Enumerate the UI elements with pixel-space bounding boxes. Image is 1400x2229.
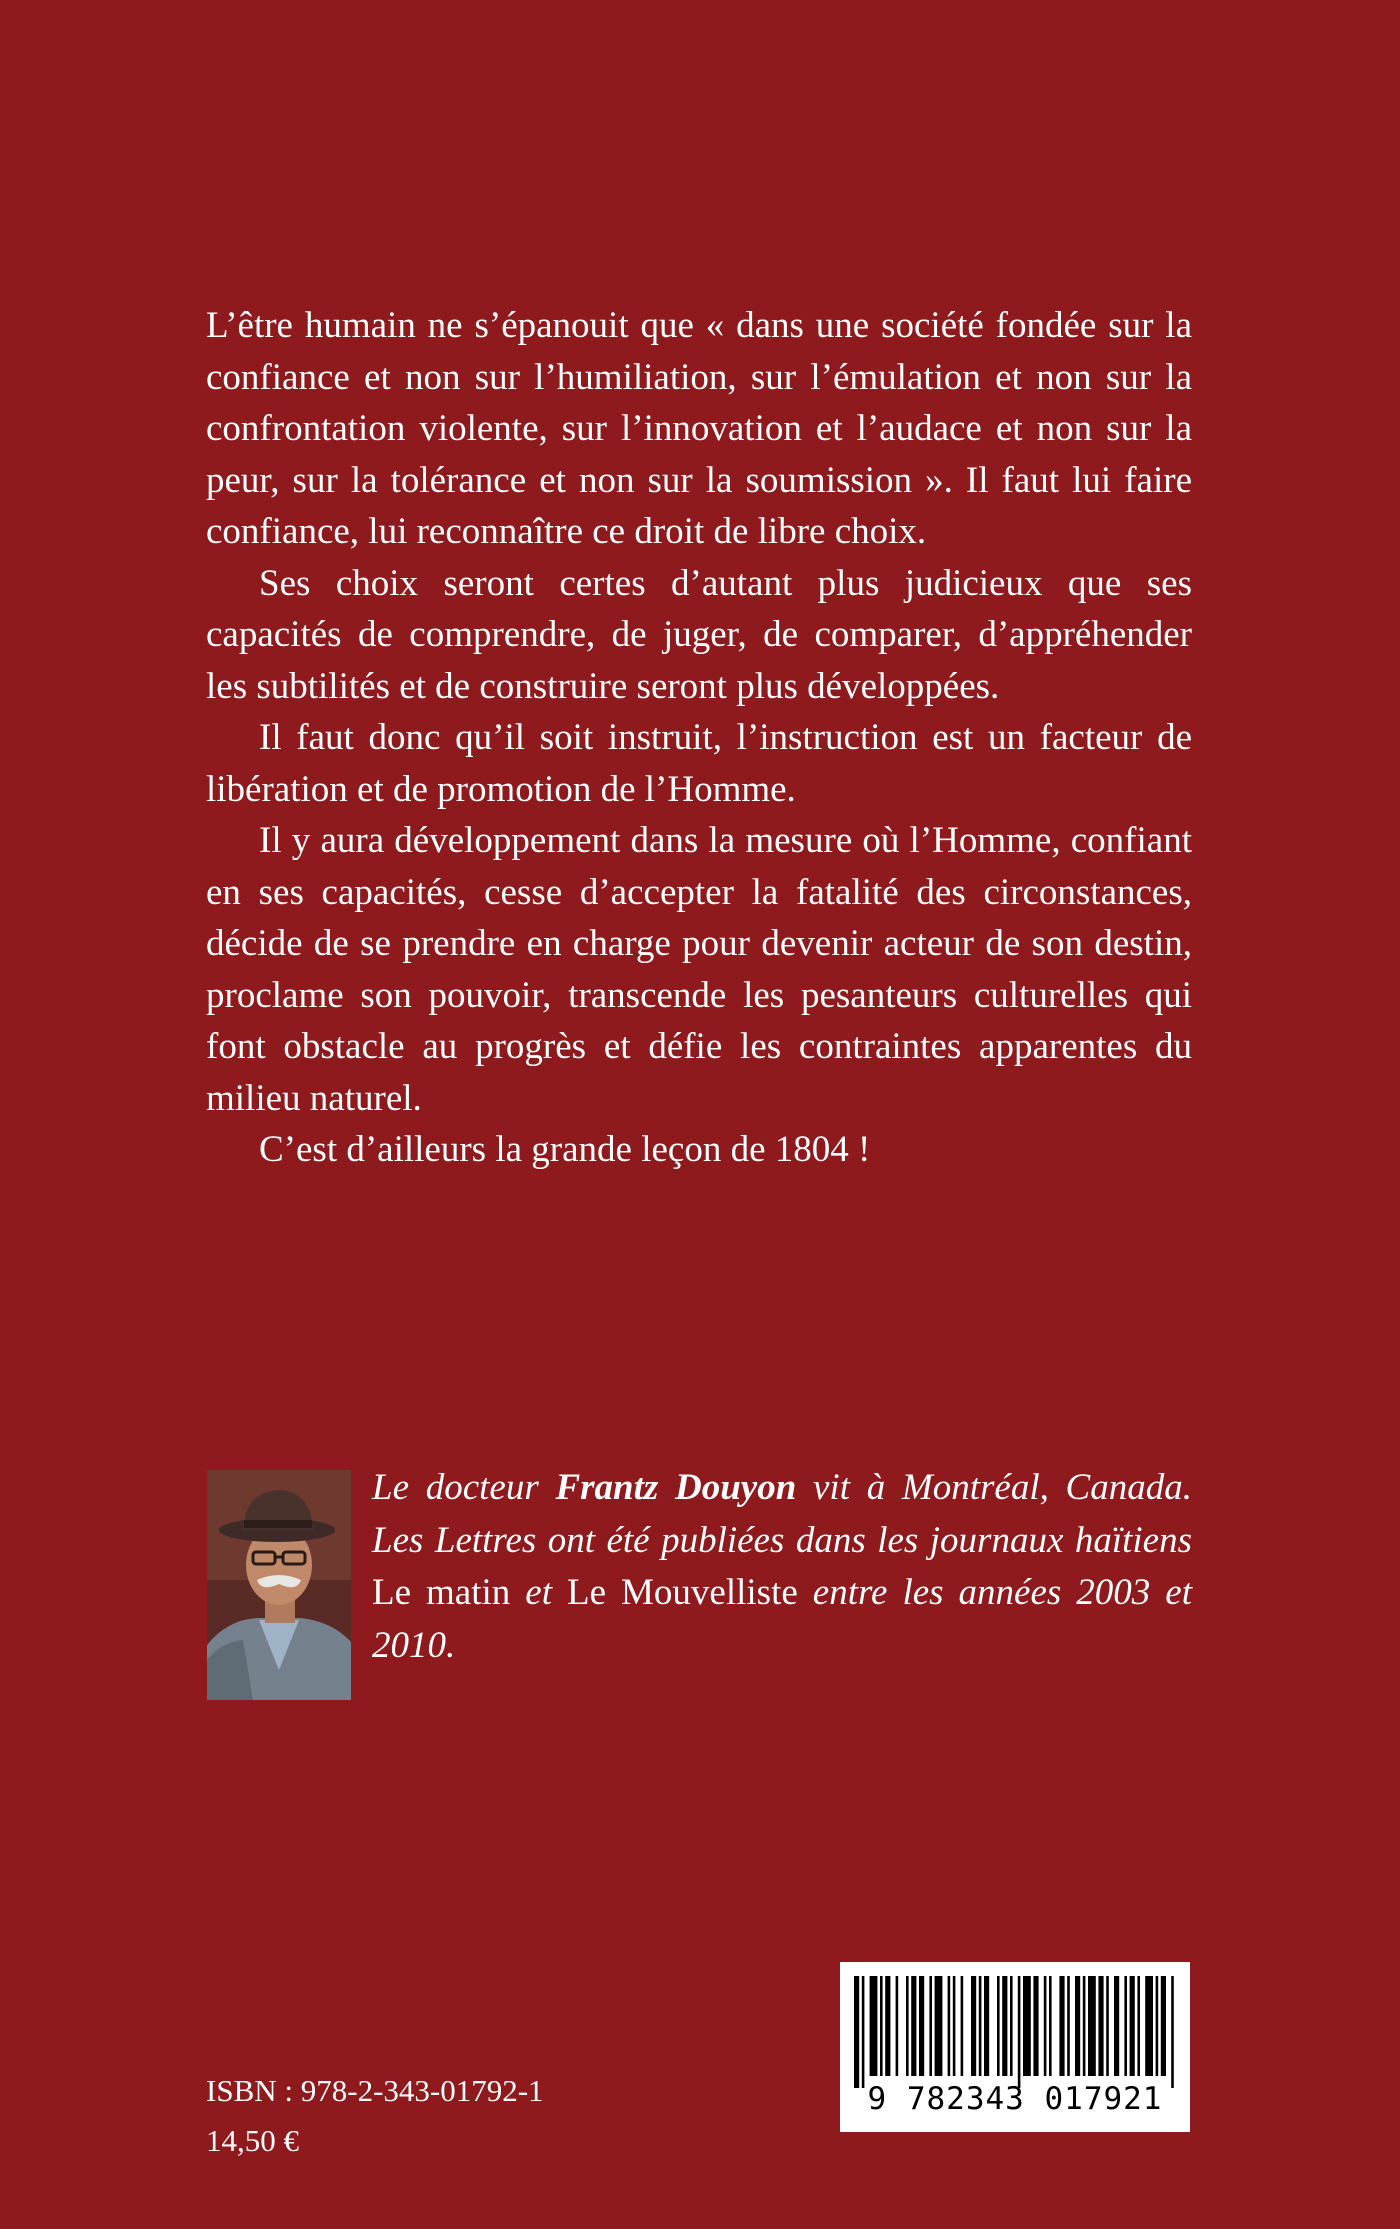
barcode-bar xyxy=(1161,1976,1166,2076)
barcode-bar xyxy=(961,1976,964,2076)
bio-text-1: Le docteur xyxy=(372,1467,556,1508)
barcode-bar xyxy=(929,1976,932,2076)
barcode-bar xyxy=(953,1976,956,2076)
barcode-bar xyxy=(1171,1976,1174,2088)
barcode-bar xyxy=(1088,1976,1096,2076)
barcode-bar xyxy=(854,1976,859,2088)
isbn-number: ISBN : 978-2-343-01792-1 xyxy=(206,2073,544,2108)
bio-text-4: entre les années 2003 et 2010. xyxy=(372,1572,1192,1666)
blurb-paragraph-2: Ses choix seront certes d’autant plus judicieux que ses capacités de comprendre, de juger, de comparer, d’appréhender les subtilités et de construire seront plus développées. xyxy=(206,562,1192,707)
barcode-bar xyxy=(1106,1976,1109,2076)
barcode-bar xyxy=(1075,1976,1080,2076)
isbn-price-block xyxy=(206,2066,544,2166)
barcode-bar xyxy=(1059,1976,1064,2076)
bio-text-3: et xyxy=(510,1572,567,1613)
barcode-bar xyxy=(935,1976,943,2076)
blurb-paragraph-1: L’être humain ne s’épanouit que « dans une société fondée sur la confiance et non sur l’humiliation, sur l’émulation et non sur la confrontation violente, sur l’innovation et l’audace et non sur la peur, sur la tolérance et non sur la soumission ». Il faut lui faire confiance, lui reconnaître ce droit de libre choix. xyxy=(206,305,1192,552)
bio-text-2: vit à Montréal, Canada. Les Lettres ont été publiées dans les journaux haïtiens xyxy=(372,1467,1192,1561)
author-bio xyxy=(372,1462,1192,1672)
barcode-bar xyxy=(919,1976,924,2076)
barcode-bar xyxy=(1130,1976,1135,2076)
barcode-bar xyxy=(1067,1976,1070,2076)
barcode-bar xyxy=(1010,1976,1013,2076)
barcode-bar xyxy=(948,1976,951,2076)
barcode-bar xyxy=(1114,1976,1119,2076)
barcode-bar xyxy=(1023,1976,1031,2076)
barcode-bar xyxy=(1124,1976,1127,2076)
newspaper-1: Le matin xyxy=(372,1572,511,1613)
blurb-paragraph-3: Il faut donc qu’il soit instruit, l’instruction est un facteur de libération et de promotion de l’Homme. xyxy=(206,717,1192,810)
barcode-bar xyxy=(1156,1976,1159,2076)
barcode-bar xyxy=(1033,1976,1038,2076)
barcode-bar xyxy=(896,1976,899,2076)
barcode-digits: 9 782343 017921 xyxy=(867,2081,1163,2117)
blurb-paragraph-5: C’est d’ailleurs la grande leçon de 1804 ! xyxy=(259,1129,871,1170)
price: 14,50 € xyxy=(206,2123,299,2158)
back-cover-blurb xyxy=(206,300,1192,1176)
barcode-bar xyxy=(1083,1976,1086,2076)
barcode-bar xyxy=(997,1976,1000,2076)
author-photo xyxy=(207,1470,351,1700)
blurb-paragraph-4: Il y aura développement dans la mesure où l’Homme, confiant en ses capacités, cesse d’accepter la fatalité des circonstances, décide de se prendre en charge pour devenir acteur de son destin, proclame son pouvoir, transcende les pesanteurs culturelles qui font obstacle au progrès et défie les contraintes apparentes du milieu naturel. xyxy=(206,820,1192,1119)
barcode-bar xyxy=(870,1976,878,2076)
barcode-bar xyxy=(1002,1976,1007,2076)
barcode-bar xyxy=(1018,1976,1021,2088)
barcode-bar xyxy=(984,1976,989,2076)
barcode-bar xyxy=(862,1976,865,2088)
barcode-bar xyxy=(1137,1976,1140,2076)
barcode-bar xyxy=(885,1976,890,2076)
barcode-bar xyxy=(906,1976,909,2076)
barcode-bar xyxy=(911,1976,916,2076)
barcode-bar xyxy=(971,1976,976,2076)
barcode-bar xyxy=(1098,1976,1103,2076)
author-name: Frantz Douyon xyxy=(555,1467,797,1508)
newspaper-2: Le Mouvelliste xyxy=(567,1572,798,1613)
barcode-bar xyxy=(1049,1976,1052,2076)
barcode-bar xyxy=(1145,1976,1153,2076)
barcode-bar xyxy=(880,1976,883,2076)
barcode-bar xyxy=(979,1976,982,2076)
barcode xyxy=(840,1962,1190,2132)
barcode-bar xyxy=(1044,1976,1047,2076)
